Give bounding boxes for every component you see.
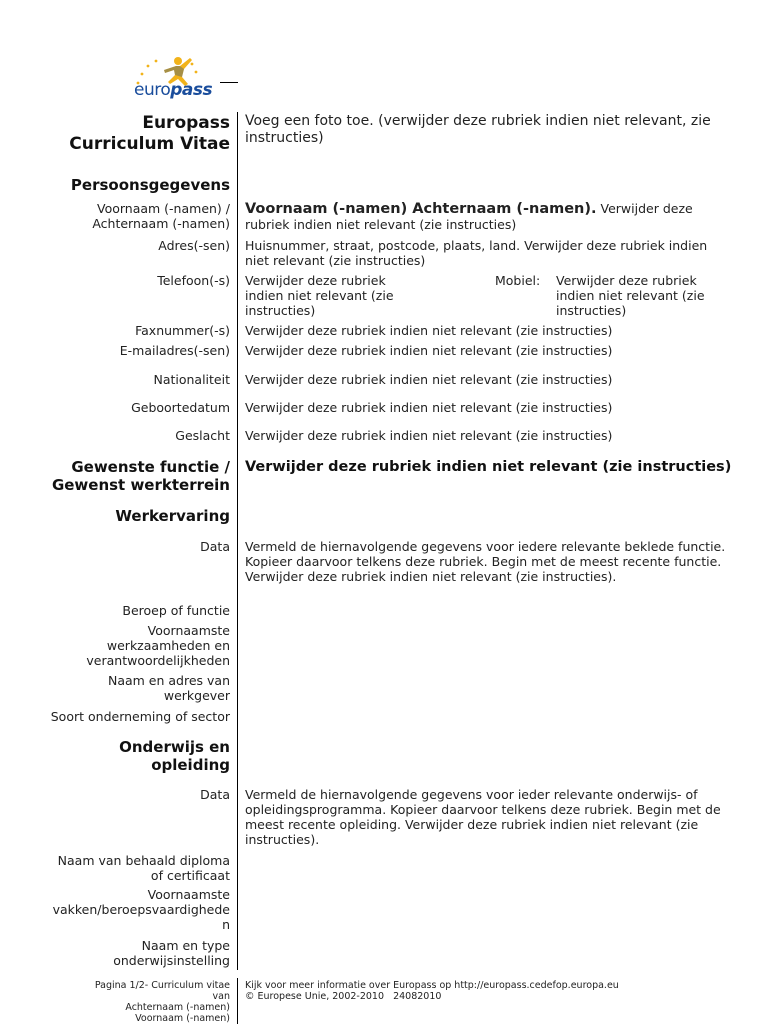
label-email: E-mailadres(-sen) xyxy=(119,343,230,358)
label-employer-1: Naam en adres van xyxy=(107,673,230,688)
label-duties-2: werkzaamheden en xyxy=(106,638,230,653)
label-role: Beroep of functie xyxy=(122,603,230,618)
label-duties-3: verantwoordelijkheden xyxy=(86,653,230,668)
label-birthdate: Geboortedatum xyxy=(131,400,230,415)
label-institution-2: onderwijsinstelling xyxy=(113,953,230,968)
footer-divider xyxy=(237,978,238,1024)
value-address: Huisnummer, straat, postcode, plaats, land. Verwijder deze rubriek indien niet relevant (zie instructies) xyxy=(245,238,708,268)
label-desired-position-2: Gewenst werkterrein xyxy=(51,476,230,494)
label-name: Voornaam (-namen) / Achternaam (-namen) xyxy=(92,201,230,231)
value-desired-position: Verwijder deze rubriek indien niet relevant (zie instructies) xyxy=(245,459,732,475)
label-employer-2: werkgever xyxy=(163,688,230,703)
section-heading-personal: Persoonsgegevens xyxy=(70,176,230,194)
value-mobile: Verwijder deze rubriek indien niet relevant (zie instructies) xyxy=(556,273,705,318)
photo-placeholder-text: Voeg een foto toe. (verwijder deze rubriek indien niet relevant, zie instructies) xyxy=(245,113,711,146)
logo-rule xyxy=(220,82,238,83)
label-desired-position-1: Gewenste functie / xyxy=(71,458,230,476)
section-heading-work: Werkervaring xyxy=(115,507,230,525)
label-sector: Soort onderneming of sector xyxy=(50,709,230,724)
label-nationality: Nationaliteit xyxy=(153,372,230,387)
label-education-dates: Data xyxy=(200,787,230,802)
column-divider xyxy=(237,112,238,970)
footer-copyright: © Europese Unie, 2002-2010 24082010 xyxy=(245,991,442,1002)
value-gender: Verwijder deze rubriek indien niet relevant (zie instructies) xyxy=(245,428,613,443)
footer-page-info-4: Voornaam (-namen) xyxy=(135,1013,230,1024)
footer-page-info-2: van xyxy=(212,991,230,1002)
title-curriculum-vitae: Curriculum Vitae xyxy=(69,134,230,154)
value-fax: Verwijder deze rubriek indien niet relevant (zie instructies) xyxy=(245,323,613,338)
value-phone: Verwijder deze rubriek indien niet relevant (zie instructies) xyxy=(245,273,394,318)
label-diploma-2: of certificaat xyxy=(150,868,230,883)
label-subjects-3: n xyxy=(222,917,230,932)
label-gender: Geslacht xyxy=(175,428,230,443)
logo-wordmark: europass xyxy=(134,80,213,100)
value-education-dates: Vermeld de hiernavolgende gegevens voor ieder relevante onderwijs- of opleidingsprogramma. Kopieer daarvoor telkens deze rubriek. Begin met de meest recente opleiding. Verwijder deze rubriek indien niet relevant (zie instructies). xyxy=(245,787,721,847)
section-heading-education-2: opleiding xyxy=(151,756,230,774)
label-fax: Faxnummer(-s) xyxy=(135,323,230,338)
section-heading-education-1: Onderwijs en xyxy=(119,738,230,756)
title-europass: Europass xyxy=(142,113,230,133)
europass-logo xyxy=(130,52,240,106)
label-duties-1: Voornaamste xyxy=(147,623,230,638)
value-email: Verwijder deze rubriek indien niet relevant (zie instructies) xyxy=(245,343,613,358)
label-work-dates: Data xyxy=(200,539,230,554)
label-phone: Telefoon(-s) xyxy=(157,273,230,288)
label-subjects-2: vakken/beroepsvaardighede xyxy=(52,902,230,917)
value-birthdate: Verwijder deze rubriek indien niet relevant (zie instructies) xyxy=(245,400,613,415)
label-diploma-1: Naam van behaald diploma xyxy=(57,853,230,868)
value-name: Voornaam (-namen) Achternaam (-namen). Verwijder deze rubriek indien niet relevant (zie instructies) xyxy=(245,201,693,232)
label-institution-1: Naam en type xyxy=(141,938,230,953)
label-subjects-1: Voornaamste xyxy=(147,887,230,902)
value-work-dates: Vermeld de hiernavolgende gegevens voor iedere relevante beklede functie. Kopieer daarvoor telkens deze rubriek. Begin met de meest recente functie. Verwijder deze rubriek indien niet relevant (zie instructies). xyxy=(245,539,726,584)
footer-page-info-3: Achternaam (-namen) xyxy=(125,1002,230,1013)
value-nationality: Verwijder deze rubriek indien niet relevant (zie instructies) xyxy=(245,372,613,387)
footer-page-info-1: Pagina 1/2- Curriculum vitae xyxy=(94,980,230,991)
footer-info-link[interactable]: Kijk voor meer informatie over Europass op http://europass.cedefop.europa.eu xyxy=(245,980,619,991)
label-mobile: Mobiel: xyxy=(495,273,541,288)
label-address: Adres(-sen) xyxy=(158,238,230,253)
